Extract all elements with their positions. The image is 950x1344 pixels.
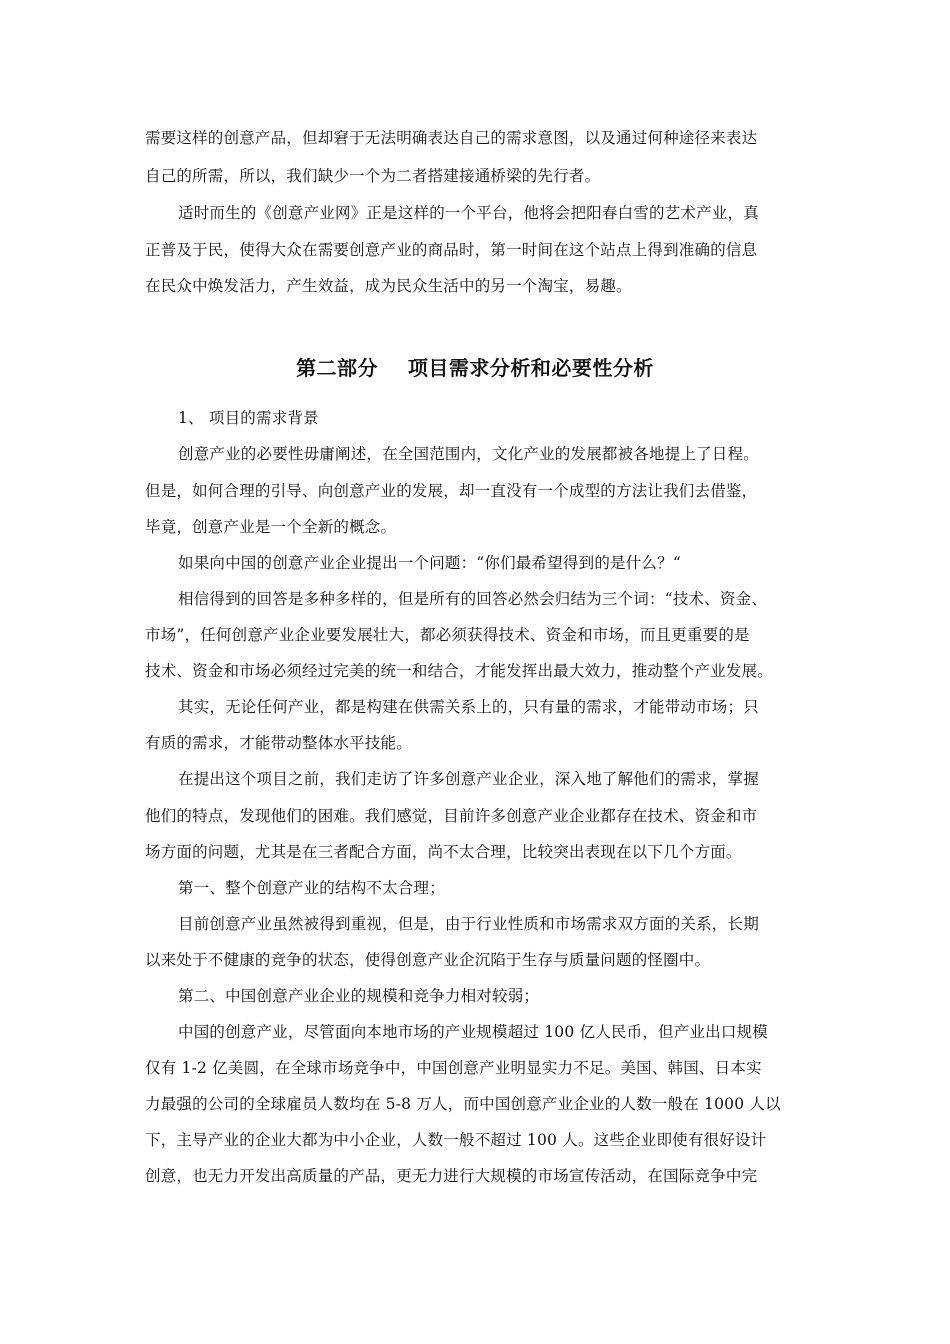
intro-line: 自己的所需，所以，我们缺少一个为二者搭建接通桥梁的先行者。 [145, 167, 601, 185]
body-line: 他们的特点，发现他们的困难。我们感觉，目前许多创意产业企业都存在技术、资金和市 [145, 807, 758, 825]
body-line: 但是，如何合理的引导、向创意产业的发展，却一直没有一个成型的方法让我们去借鉴， [145, 482, 758, 500]
body-line: 市场”，任何创意产业企业要发展壮大，都必须获得技术、资金和市场，而且更重要的是 [145, 626, 750, 644]
body-line: 以来处于不健康的竞争的状态，使得创意产业企沉陷于生存与质量问题的怪圈中。 [145, 951, 711, 969]
body-line: 仅有 1-2 亿美圆，在全球市场竞争中，中国创意产业明显实力不足。美国、韩国、日本实 [145, 1059, 762, 1077]
body-line: 目前创意产业虽然被得到重视，但是，由于行业性质和市场需求双方面的关系，长期 [178, 915, 759, 933]
body-line: 技术、资金和市场必须经过完美的统一和结合，才能发挥出最大效力，推动整个产业发展。 [145, 662, 774, 680]
body-line: 下，主导产业的企业大都为中小企业，人数一般不超过 100 人。这些企业即使有很好设计 [145, 1131, 767, 1149]
body-line: 在提出这个项目之前，我们走访了许多创意产业企业，深入地了解他们的需求，掌握 [178, 770, 759, 788]
body-line: 有质的需求，才能带动整体水平技能。 [145, 734, 412, 752]
section-heading: 第二部分 项目需求分析和必要性分析 [296, 356, 654, 380]
body-line: 中国的创意产业，尽管面向本地市场的产业规模超过 100 亿人民币，但产业出口规模 [178, 1023, 768, 1041]
subheading: 1、 项目的需求背景 [178, 409, 319, 427]
intro-line: 需要这样的创意产品，但却窘于无法明确表达自己的需求意图，以及通过何种途径来表达 [145, 129, 758, 147]
intro-line: 正普及于民，使得大众在需要创意产业的商品时，第一时间在这个站点上得到准确的信息 [145, 241, 758, 259]
body-line: 其实，无论任何产业，都是构建在供需关系上的，只有量的需求，才能带动市场；只 [178, 698, 759, 716]
body-line: 相信得到的回答是多种多样的，但是所有的回答必然会归结为三个词：“技术、资金、 [178, 590, 768, 608]
body-line: 第二、中国创意产业企业的规模和竞争力相对较弱； [178, 987, 540, 1005]
intro-line: 适时而生的《创意产业网》正是这样的一个平台，他将会把阳春白雪的艺术产业，真 [178, 204, 759, 222]
body-line: 如果向中国的创意产业企业提出一个问题：“你们最希望得到的是什么？“ [178, 554, 681, 572]
intro-line: 在民众中焕发活力，产生效益，成为民众生活中的另一个淘宝，易趣。 [145, 277, 632, 295]
body-line: 力最强的公司的全球雇员人数均在 5-8 万人，而中国创意产业企业的人数一般在 1000 人以 [145, 1095, 781, 1113]
body-line: 毕竟，创意产业是一个全新的概念。 [145, 518, 397, 536]
body-line: 场方面的问题，尤其是在三者配合方面，尚不太合理，比较突出表现在以下几个方面。 [145, 843, 742, 861]
body-line: 创意产业的必要性毋庸阐述，在全国范围内，文化产业的发展都被各地提上了日程。 [178, 445, 759, 463]
body-line: 创意，也无力开发出高质量的产品，更无力进行大规模的市场宣传活动，在国际竞争中完 [145, 1167, 758, 1185]
body-line: 第一、整个创意产业的结构不太合理； [178, 879, 445, 897]
